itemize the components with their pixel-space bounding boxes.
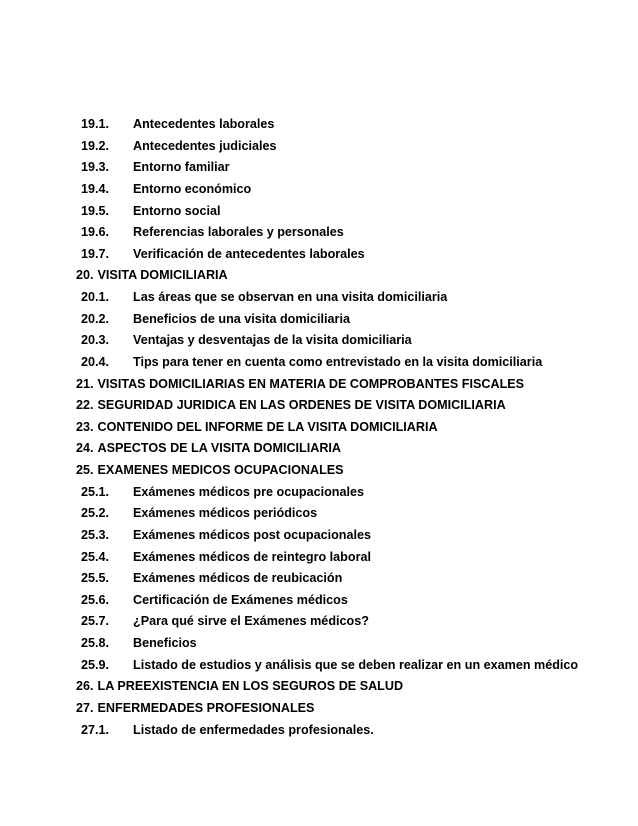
toc-entry-number: 25. [76,463,94,477]
toc-section-entry [0,265,638,287]
toc-entry-title: Exámenes médicos de reintegro laboral [133,549,371,564]
toc-entry-title: Exámenes médicos periódicos [133,506,318,521]
toc-entry-number: 25.2. [81,506,110,521]
toc-entry-number: 20.1. [81,290,110,304]
toc-subsection-entry [0,136,638,158]
toc-entry-title: Exámenes médicos de reubicación [133,571,343,586]
toc-entry-number: 27.1. [81,722,110,737]
toc-entry-number: 20.3. [81,333,110,348]
toc-entry-number: 23. [76,419,94,434]
toc-entry-number: 22. [76,398,94,413]
toc-entry-number: 27. [76,700,94,715]
toc-entry-title: ¿Para qué sirve el Exámenes médicos? [133,614,369,629]
toc-subsection-entry [0,720,638,742]
toc-entry-title: Tips para tener en cuenta como entrevistado en la visita domiciliaria [133,354,543,369]
toc-entry-number: 26. [76,679,94,694]
toc-section-entry [0,395,638,417]
toc-subsection-entry [0,547,638,569]
toc-subsection-entry [0,157,638,179]
toc-entry-title: Beneficios [133,636,197,650]
toc-section-entry [0,374,638,396]
toc-entry-number: 25.7. [81,614,110,629]
toc-entry-number: 25.5. [81,571,110,586]
toc-subsection-entry [0,309,638,331]
toc-entry-number: 25.6. [81,592,110,607]
toc-entry-title: Verificación de antecedentes laborales [133,246,365,261]
toc-entry-number: 19.6. [81,225,110,240]
toc-entry-title: Exámenes médicos post ocupacionales [133,527,371,542]
toc-entry-number: 25.1. [81,484,110,499]
toc-entry-number: 25.8. [81,636,110,650]
toc-entry-title: Entorno familiar [133,160,230,175]
toc-entry-title: CONTENIDO DEL INFORME DE LA VISITA DOMICILIARIA [97,419,438,434]
toc-entry-number: 25.4. [81,549,110,564]
toc-entry-number: 20. [76,268,94,283]
toc-entry-number: 19.3. [81,160,110,175]
toc-subsection-entry [0,201,638,223]
toc-subsection-entry [0,655,638,677]
toc-entry-number: 25.9. [81,657,110,672]
toc-subsection-entry [0,114,638,136]
toc-entry-number: 21. [76,376,94,391]
toc-subsection-entry [0,611,638,633]
toc-entry-title: Antecedentes laborales [133,117,275,131]
toc-entry-title: Certificación de Exámenes médicos [133,592,348,607]
toc-subsection-entry [0,590,638,612]
toc-entry-title: Las áreas que se observan en una visita domiciliaria [133,290,448,304]
toc-section-entry [0,460,638,482]
toc-entry-number: 19.2. [81,138,110,153]
toc-entry-title: Antecedentes judiciales [133,138,277,153]
toc-entry-title: LA PREEXISTENCIA EN LOS SEGUROS DE SALUD [97,679,404,694]
toc-entry-title: Ventajas y desventajas de la visita domiciliaria [133,333,412,348]
toc-entry-title: Listado de estudios y análisis que se deben realizar en un examen médico [133,657,579,672]
toc-entry-title: Beneficios de una visita domiciliaria [133,311,350,326]
toc-subsection-entry [0,482,638,504]
toc-entry-title: Listado de enfermedades profesionales. [133,722,374,737]
toc-entry-number: 19.5. [81,203,110,218]
toc-entry-title: Entorno económico [133,181,252,196]
toc-subsection-entry [0,352,638,374]
toc-entry-title: Exámenes médicos pre ocupacionales [133,484,364,499]
toc-entry-number: 24. [76,441,94,456]
toc-subsection-entry [0,287,638,309]
toc-section-entry [0,438,638,460]
toc-entry-title: Referencias laborales y personales [133,225,344,240]
toc-subsection-entry [0,525,638,547]
toc-subsection-entry [0,179,638,201]
toc-entry-title: VISITA DOMICILIARIA [97,268,228,283]
toc-entry-number: 19.4. [81,181,110,196]
toc-entry-title: Entorno social [133,203,221,218]
toc-subsection-entry [0,633,638,655]
toc-section-entry [0,676,638,698]
toc-subsection-entry [0,568,638,590]
toc-subsection-entry [0,503,638,525]
toc-entry-title: ENFERMEDADES PROFESIONALES [97,700,315,715]
toc-entry-number: 25.3. [81,527,110,542]
toc-entry-number: 20.4. [81,354,110,369]
toc-subsection-entry [0,330,638,352]
toc-entry-title: VISITAS DOMICILIARIAS EN MATERIA DE COMPROBANTES FISCALES [97,376,525,391]
toc-entry-number: 20.2. [81,311,110,326]
toc-entry-title: ASPECTOS DE LA VISITA DOMICILIARIA [97,441,342,456]
toc-entry-number: 19.1. [81,117,110,131]
toc-entry-number: 19.7. [81,246,110,261]
toc-section-entry [0,417,638,439]
toc-subsection-entry [0,222,638,244]
toc-entry-title: SEGURIDAD JURIDICA EN LAS ORDENES DE VISITA DOMICILIARIA [97,398,506,413]
table-of-contents [0,114,638,741]
toc-section-entry [0,698,638,720]
toc-entry-title: EXAMENES MEDICOS OCUPACIONALES [97,463,344,477]
toc-subsection-entry [0,244,638,266]
